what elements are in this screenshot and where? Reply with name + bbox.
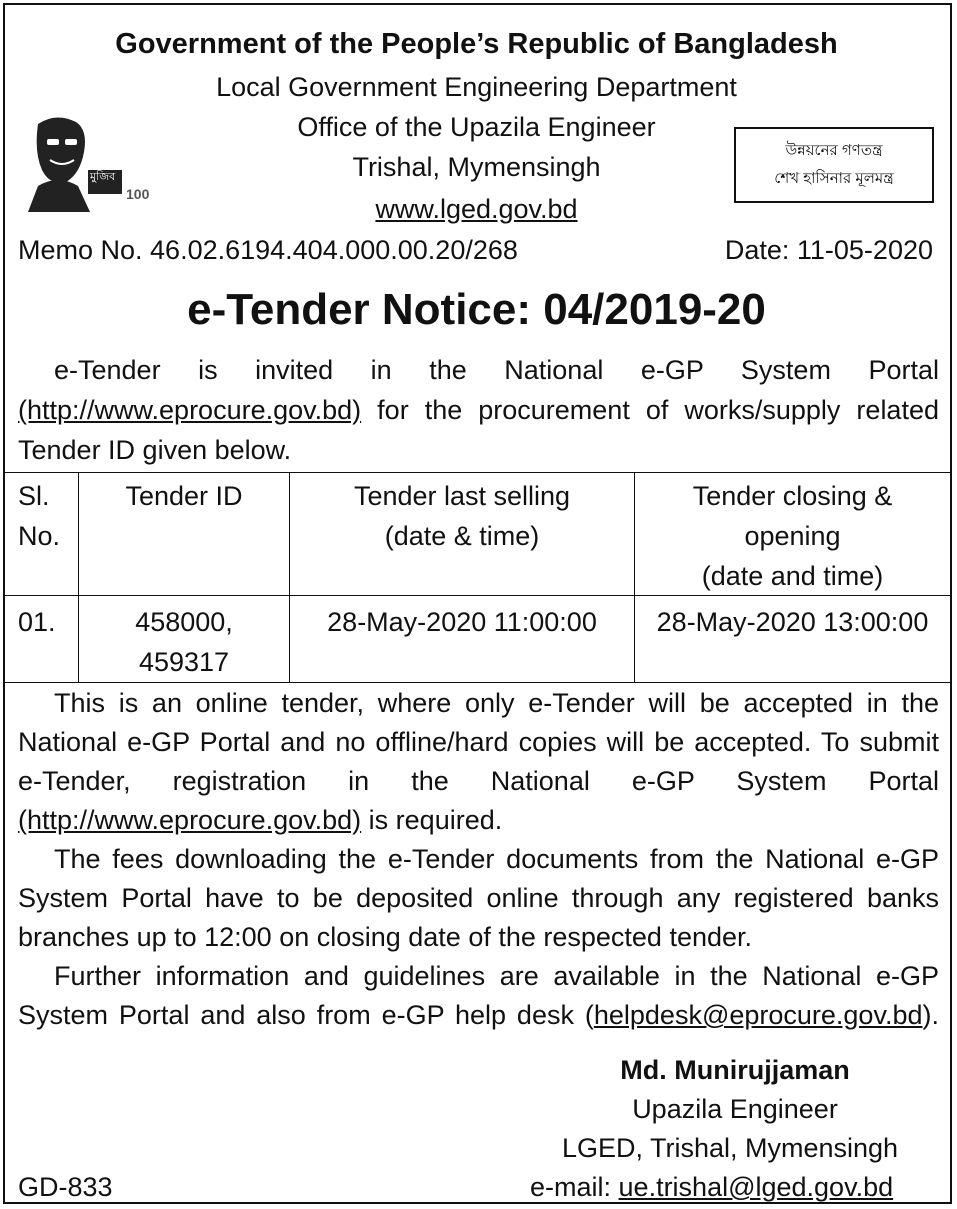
signatory-name: Md. Munirujjaman [620, 1055, 850, 1085]
table-row-tender-id: 458000, 459317 [135, 607, 233, 677]
signatory-email-link[interactable]: ue.trishal@lged.gov.bd [618, 1172, 894, 1202]
signatory-email-row: e-mail: ue.trishal@lged.gov.bd [530, 1172, 894, 1202]
mujib-100-logo: মুজিব 100 [28, 112, 178, 212]
p1-line-2: National e-GP Portal and no offline/hard copies will be accepted. To submit [18, 727, 939, 757]
helpdesk-email-link[interactable]: helpdesk@eprocure.gov.bd [593, 1000, 923, 1030]
signatory-designation: Upazila Engineer [632, 1094, 838, 1124]
p1-line-1: This is an online tender, where only e-Tender will be accepted in the [54, 688, 939, 718]
header-website-link[interactable]: www.lged.gov.bd [375, 194, 578, 224]
intro-line-1: e-Tender is invited in the National e-GP System Portal [54, 355, 939, 385]
intro-line-3: Tender ID given below. [18, 435, 292, 465]
p2-line-2: System Portal have to be deposited online through any registered banks [18, 883, 939, 913]
th-tender-id: Tender ID [125, 481, 243, 511]
th-closing: Tender closing & opening (date and time) [692, 481, 893, 591]
table-row-sl: 01. [18, 607, 56, 637]
header-location: Trishal, Mymensingh [352, 152, 601, 182]
signatory-office: LGED, Trishal, Mymensingh [561, 1133, 899, 1163]
notice-title: e-Tender Notice: 04/2019-20 [187, 285, 766, 334]
table-bottom-rule [5, 682, 950, 683]
table-row-closing: 28-May-2020 13:00:00 [656, 607, 929, 637]
p2-line-3: branches up to 12:00 on closing date of the respected tender. [18, 922, 753, 952]
table-row-selling: 28-May-2020 11:00:00 [327, 607, 597, 637]
gd-code: GD-833 [18, 1172, 113, 1202]
p3-line-1: Further information and guidelines are available in the National e-GP [54, 961, 939, 991]
slogan-line-1: উন্নয়নের গণতন্ত্র [785, 142, 883, 159]
header-government: Government of the People’s Republic of Bangladesh [115, 28, 838, 60]
slogan-line-2: শেখ হাসিনার মূলমন্ত্র [774, 170, 894, 187]
slogan-box [734, 127, 934, 203]
memo-date: Date: 11-05-2020 [724, 235, 933, 265]
eprocure-link-2[interactable]: (http://www.eprocure.gov.bd) [18, 805, 362, 835]
header-department: Local Government Engineering Department [216, 72, 737, 102]
th-selling: Tender last selling (date & time) [353, 481, 571, 551]
eprocure-link[interactable]: (http://www.eprocure.gov.bd) [18, 395, 362, 425]
table-top-rule [5, 472, 950, 473]
th-sl: Sl. No. [18, 481, 61, 551]
p3-line-2: System Portal and also from e-GP help desk (helpdesk@eprocure.gov.bd). [18, 1000, 939, 1030]
memo-number: Memo No. 46.02.6194.404.000.00.20/268 [18, 235, 518, 265]
p1-line-3: e-Tender, registration in the National e-GP System Portal [18, 766, 939, 796]
intro-line-2: (http://www.eprocure.gov.bd) for the procurement of works/supply related [18, 395, 939, 425]
p1-line-4: (http://www.eprocure.gov.bd) is required. [18, 805, 503, 835]
p2-line-1: The fees downloading the e-Tender documents from the National e-GP [54, 844, 939, 874]
portrait-icon [28, 112, 178, 212]
header-office: Office of the Upazila Engineer [297, 112, 656, 142]
